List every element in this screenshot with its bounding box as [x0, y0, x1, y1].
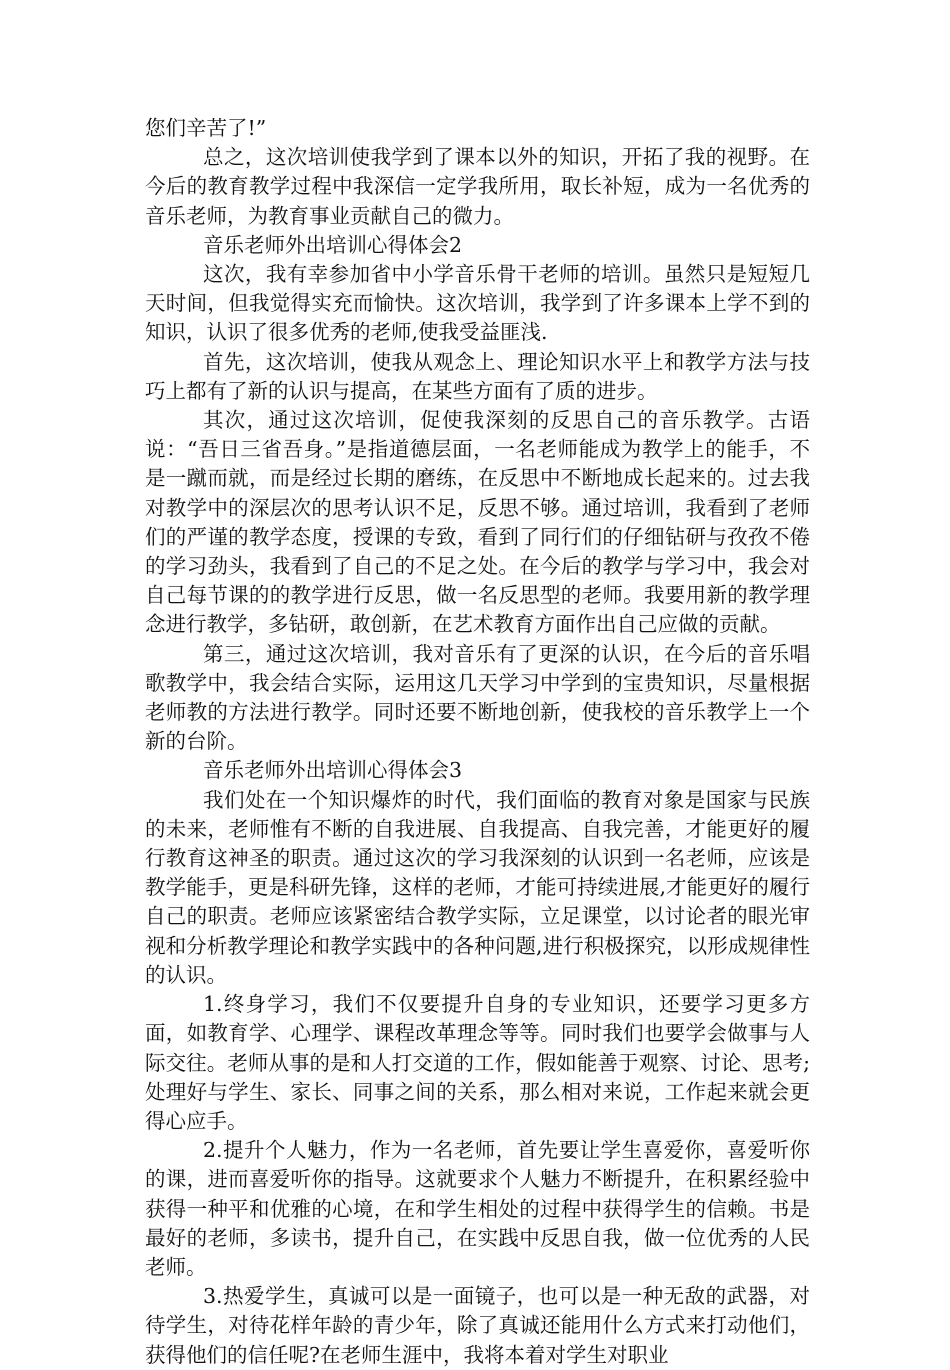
list-item-1: 1.终身学习，我们不仅要提升自身的专业知识，还要学习更多方面，如教育学、心理学、课程改革理念等等。同时我们也要学会做事与人际交往。老师从事的是和人打交道的工作，假如能善于观察、讨论、思考;处理好与学生、家长、同事之间的关系，那么相对来说，工作起来就会更得心应手。	[145, 992, 810, 1133]
paragraph-first: 首先，这次培训，使我从观念上、理论知识水平上和教学方法与技巧上都有了新的认识与提高，在某些方面有了质的进步。	[145, 349, 810, 403]
document-page	[145, 114, 810, 1370]
paragraph-third: 第三，通过这次培训，我对音乐有了更深的认识，在今后的音乐唱歌教学中，我会结合实际，运用这几天学习中学到的宝贵知识，尽量根据老师教的方法进行教学。同时还要不断地创新，使我校的音乐教学上一个新的台阶。	[145, 641, 810, 754]
section-heading-3: 音乐老师外出培训心得体会3	[203, 758, 463, 783]
paragraph-intro: 这次，我有幸参加省中小学音乐骨干老师的培训。虽然只是短短几天时间，但我觉得实充而愉快。这次培训，我学到了许多课本上学不到的知识，认识了很多优秀的老师,使我受益匪浅.	[145, 262, 810, 345]
list-item-2: 2.提升个人魅力，作为一名老师，首先要让学生喜爱你，喜爱听你的课，进而喜爱听你的指导。这就要求个人魅力不断提升，在积累经验中获得一种平和优雅的心境，在和学生相处的过程中获得学生的信赖。书是最好的老师，多读书，提升自己，在实践中反思自我，做一位优秀的人民老师。	[145, 1138, 810, 1279]
section-heading-2: 音乐老师外出培训心得体会2	[203, 232, 463, 257]
paragraph-closing-line: 您们辛苦了!”	[145, 116, 267, 140]
list-item-3: 3.热爱学生，真诚可以是一面镜子，也可以是一种无敌的武器，对待学生，对待花样年龄的青少年，除了真诚还能用什么方式来打动他们，获得他们的信任呢?在老师生涯中，我将本着对学生对职业	[145, 1284, 810, 1367]
paragraph-summary: 总之，这次培训使我学到了课本以外的知识，开拓了我的视野。在今后的教育教学过程中我深信一定学我所用，取长补短，成为一名优秀的音乐老师，为教育事业贡献自己的微力。	[145, 145, 810, 228]
paragraph-second: 其次，通过这次培训，促使我深刻的反思自己的音乐教学。古语说：“吾日三省吾身。”是指道德层面，一名老师能成为教学上的能手，不是一蹴而就，而是经过长期的磨练，在反思中不断地成长起来的。过去我对教学中的深层次的思考认识不足，反思不够。通过培训，我看到了老师们的严谨的教学态度，授课的专致，看到了同行们的仔细钻研与孜孜不倦的学习劲头，我看到了自己的不足之处。在今后的教学与学习中，我会对自己每节课的的教学进行反思，做一名反思型的老师。我要用新的教学理念进行教学，多钻研，敢创新，在艺术教育方面作出自己应做的贡献。	[145, 408, 810, 637]
paragraph-era: 我们处在一个知识爆炸的时代，我们面临的教育对象是国家与民族的未来，老师惟有不断的自我进展、自我提高、自我完善，才能更好的履行教育这神圣的职责。通过这次的学习我深刻的认识到一名老师，应该是教学能手，更是科研先锋，这样的老师，才能可持续进展,才能更好的履行自己的职责。老师应该紧密结合教学实际，立足课堂，以讨论者的眼光审视和分析教学理论和教学实践中的各种问题,进行积极探究，以形成规律性的认识。	[145, 787, 810, 987]
